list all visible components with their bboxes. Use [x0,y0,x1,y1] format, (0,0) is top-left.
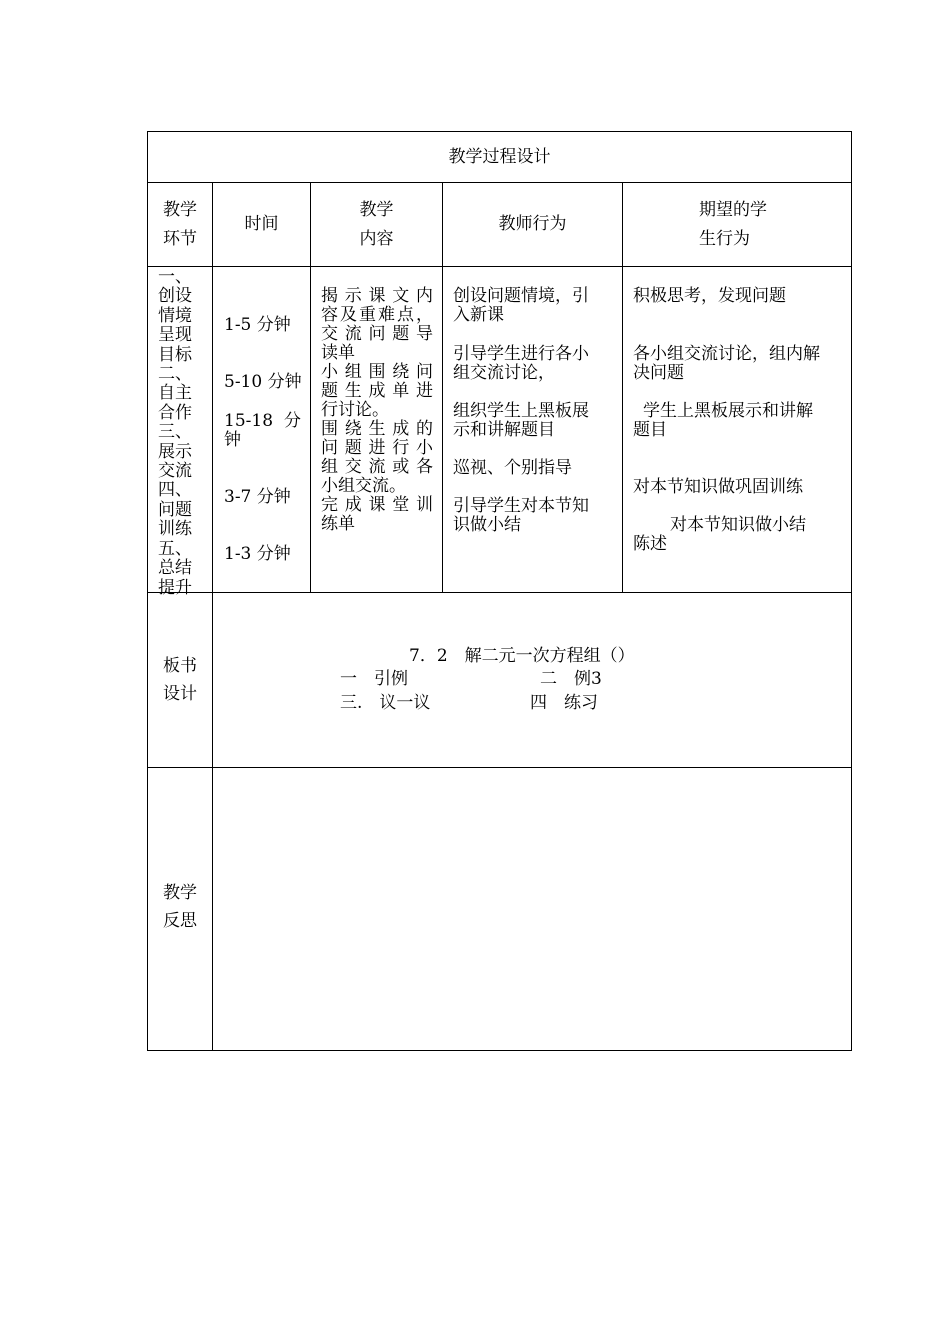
time-2: 5-10 分钟 [224,372,302,392]
col-divider [622,182,623,593]
time-1: 1-5 分钟 [224,315,291,335]
teacher-1a: 创设问题情境，引 [453,286,589,306]
teacher-2b: 组交流讨论， [453,363,555,383]
header-time: 时间 [244,214,279,234]
board-item-4: 四 练习 [530,693,598,713]
header-content-line2: 内容 [359,229,394,249]
time-3b: 分 [284,411,301,431]
student-2b: 决问题 [633,363,684,383]
stage-line: 呈现 [158,325,192,346]
content-line: 问题进行小 [321,438,433,458]
row-divider [147,592,852,593]
content-line: 读单 [321,343,355,363]
board-label-line1: 板书 [163,656,197,676]
stage-line: 问题 [158,499,192,520]
stage-line: 一、 [158,267,192,287]
board-item-1: 一 引例 [340,669,408,689]
header-student-line1: 期望的学 [699,200,767,220]
board-item-3: 三. 议一议 [340,693,431,713]
header-content-line1: 教学 [359,200,394,220]
content-line: 练单 [321,514,355,534]
content-line: 交流问题导 [321,324,433,344]
stage-list [158,268,192,598]
teacher-3a: 组织学生上黑板展 [453,401,589,421]
content-line: 组交流或各 [321,457,433,477]
content-line: 小组交流。 [321,476,406,496]
content-list [321,287,433,534]
stage-line: 展示 [158,441,192,462]
teacher-5b: 识做小结 [453,515,521,535]
student-5a: 对本节知识做小结 [670,515,806,535]
content-line: 围绕生成的 [321,419,433,439]
header-student-line2: 生行为 [699,229,750,249]
student-2a: 各小组交流讨论，组内解 [633,344,820,364]
stage-line: 情境 [158,305,192,326]
board-title: 7．2 解二元一次方程组（） [409,646,635,666]
stage-line: 合作 [158,402,192,423]
stage-line: 二、 [158,364,192,385]
border-right [851,131,852,1051]
header-teacher: 教师行为 [498,214,567,234]
student-3b: 题目 [633,420,667,440]
content-line: 小组围绕问 [321,362,433,382]
stage-line: 训练 [158,519,192,540]
time-3a: 15-18 [224,411,274,431]
reflection-area [213,768,851,1050]
header-stage-line1: 教学 [163,200,197,220]
content-line: 行讨论。 [321,400,389,420]
border-bottom [147,1050,852,1051]
stage-line: 目标 [158,344,192,365]
time-5: 1-3 分钟 [224,544,291,564]
student-3a: 学生上黑板展示和讲解 [643,401,813,421]
board-item-2: 二 例3 [540,669,602,689]
content-line: 题生成单进 [321,381,433,401]
student-4: 对本节知识做巩固训练 [633,477,803,497]
time-3c: 钟 [224,430,241,450]
teacher-3b: 示和讲解题目 [453,420,555,440]
stage-line: 五、 [158,538,192,559]
teacher-1b: 入新课 [453,305,504,325]
reflection-label-line1: 教学 [163,883,197,903]
border-top [147,131,852,132]
row-divider [147,266,852,267]
header-stage-line2: 环节 [163,229,197,249]
stage-line: 交流 [158,461,192,482]
time-4: 3-7 分钟 [224,487,291,507]
content-line: 完成课堂训 [321,495,433,515]
row-divider [147,182,852,183]
content-line: 揭示课文内 [321,286,433,306]
student-1: 积极思考，发现问题 [633,286,786,306]
board-label-line2: 设计 [163,684,197,704]
student-5b: 陈述 [633,534,667,554]
reflection-label-line2: 反思 [163,911,197,931]
content-line: 容及重难点， [321,305,433,325]
stage-line: 创设 [158,286,192,307]
stage-line: 提升 [158,577,192,598]
stage-line: 总结 [158,558,192,579]
teacher-2a: 引导学生进行各小 [453,344,589,364]
teacher-5a: 引导学生对本节知 [453,496,589,516]
stage-line: 自主 [158,383,192,404]
stage-line: 三、 [158,422,192,443]
teacher-4: 巡视、个别指导 [453,458,572,478]
table-title: 教学过程设计 [448,147,551,167]
stage-line: 四、 [158,480,192,501]
